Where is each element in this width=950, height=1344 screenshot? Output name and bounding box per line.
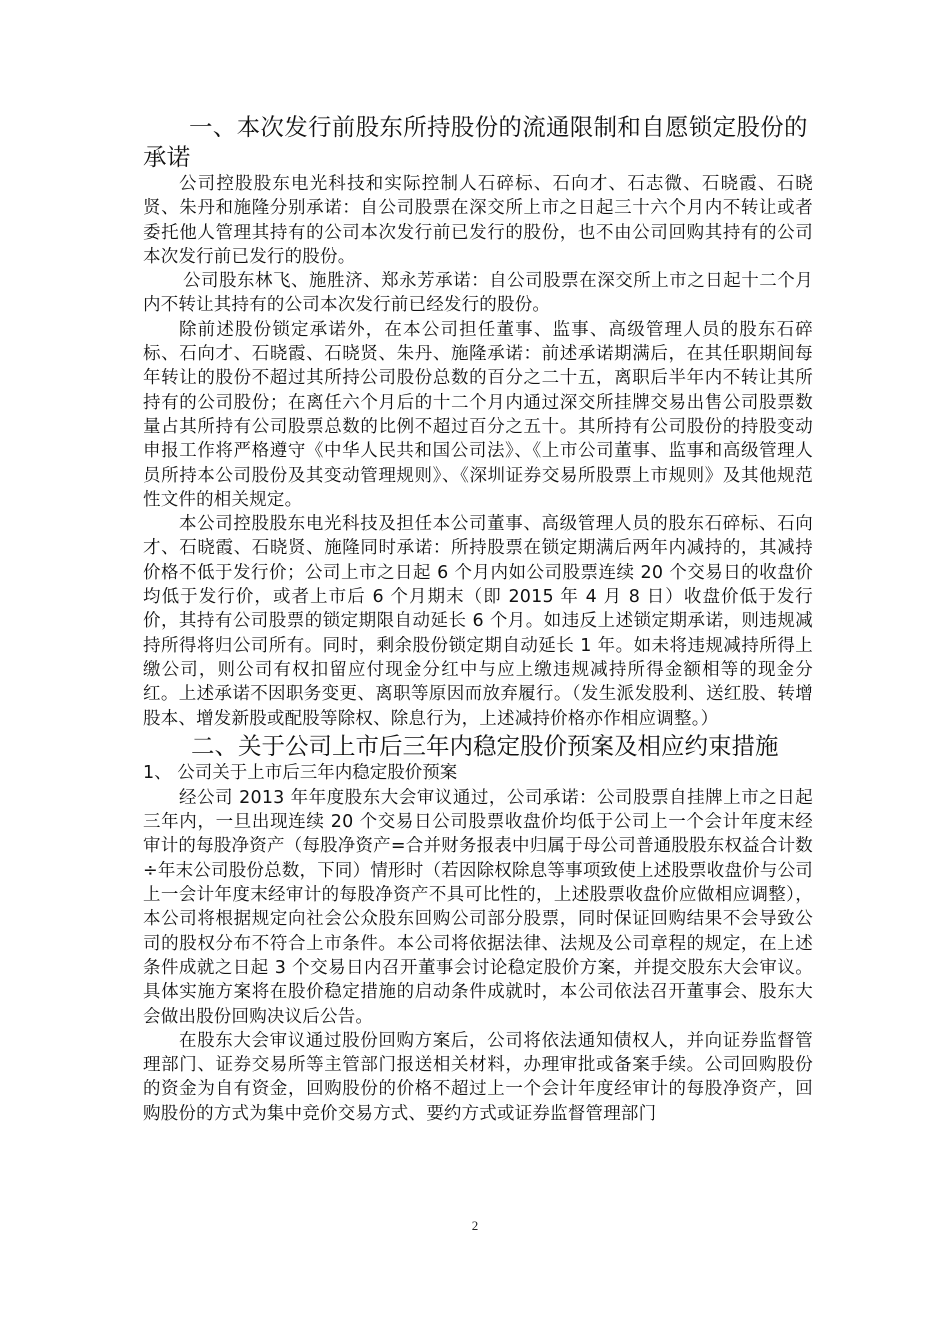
section-2-heading: 二、关于公司上市后三年内稳定股价预案及相应约束措施 — [191, 731, 779, 760]
section-2-paragraph-1: 经公司 2013 年年度股东大会审议通过，公司承诺：公司股票自挂牌上市之日起三年内，一旦出现连续 20 个交易日公司股票收盘价均低于公司上一个会计年度末经审计的每股净资产（每股净资产=合并财务报表中归属于母公司普通股股东权益合计数÷年末公司股份总数，下同）情形时（若因除权除息等事项致使上述股票收盘价与公司上一会计年度末经审计的每股净资产不具可比性的，上述股票收盘价应做相应调整），本公司将根据规定向社会公众股东回购公司部分股票，同时保证回购结果不会导致公司的股权分布不符合上市条件。本公司将依据法律、法规及公司章程的规定，在上述条件成就之日起 3 个交易日内召开董事会讨论稳定股价方案，并提交股东大会审议。具体实施方案将在股价稳定措施的启动条件成就时，本公司依法召开董事会、股东大会做出股份回购决议后公告。 — [143, 787, 813, 1027]
document-page — [143, 112, 813, 1126]
section-1-paragraph-1: 公司控股股东电光科技和实际控制人石碎标、石向才、石志微、石晓霞、石晓贤、朱丹和施隆分别承诺：自公司股票在深交所上市之日起三十六个月内不转让或者委托他人管理其持有的公司本次发行前已发行的股份，也不由公司回购其持有的公司本次发行前已发行的股份。 — [143, 174, 813, 267]
section-2-subheading: 1、 公司关于上市后三年内稳定股价预案 — [143, 762, 458, 783]
page-number: 2 — [471, 1218, 479, 1233]
section-1-heading: 一、本次发行前股东所持股份的流通限制和自愿锁定股份的承诺 — [143, 113, 808, 171]
section-1-paragraph-2: 公司股东林飞、施胜济、郑永芳承诺：自公司股票在深交所上市之日起十二个月内不转让其持有的公司本次发行前已经发行的股份。 — [143, 271, 813, 316]
section-1-paragraph-4: 本公司控股股东电光科技及担任本公司董事、高级管理人员的股东石碎标、石向才、石晓霞、石晓贤、施隆同时承诺：所持股票在锁定期满后两年内减持的，其减持价格不低于发行价；公司上市之日起 6 个月内如公司股票连续 20 个交易日的收盘价均低于发行价，或者上市后 6 个月期末（即 2015 年 4 月 8 日）收盘价低于发行价，其持有公司股票的锁定期限自动延长 6 个月。如违反上述锁定期承诺，则违规减持所得将归公司所有。同时，剩余股份锁定期自动延长 1 年。如未将违规减持所得上缴公司，则公司有权扣留应付现金分红中与应上缴违规减持所得金额相等的现金分红。上述承诺不因职务变更、离职等原因而放弃履行。（发生派发股利、送红股、转增股本、增发新股或配股等除权、除息行为，上述减持价格亦作相应调整。） — [143, 514, 813, 729]
section-2-paragraph-2: 在股东大会审议通过股份回购方案后，公司将依法通知债权人，并向证券监督管理部门、证券交易所等主管部门报送相关材料，办理审批或备案手续。公司回购股份的资金为自有资金，回购股份的价格不超过上一个会计年度经审计的每股净资产，回购股份的方式为集中竞价交易方式、要约方式或证券监督管理部门 — [143, 1030, 813, 1124]
section-1-paragraph-3: 除前述股份锁定承诺外，在本公司担任董事、监事、高级管理人员的股东石碎标、石向才、石晓霞、石晓贤、朱丹、施隆承诺：前述承诺期满后，在其任职期间每年转让的股份不超过其所持公司股份总数的百分之二十五，离职后半年内不转让其所持有的公司股份；在离任六个月后的十二个月内通过深交所挂牌交易出售公司股票数量占其所持有公司股票总数的比例不超过百分之五十。其所持有公司股份的持股变动申报工作将严格遵守《中华人民共和国公司法》、《上市公司董事、监事和高级管理人员所持本公司股份及其变动管理规则》、《深圳证券交易所股票上市规则》及其他规范性文件的相关规定。 — [143, 319, 813, 510]
